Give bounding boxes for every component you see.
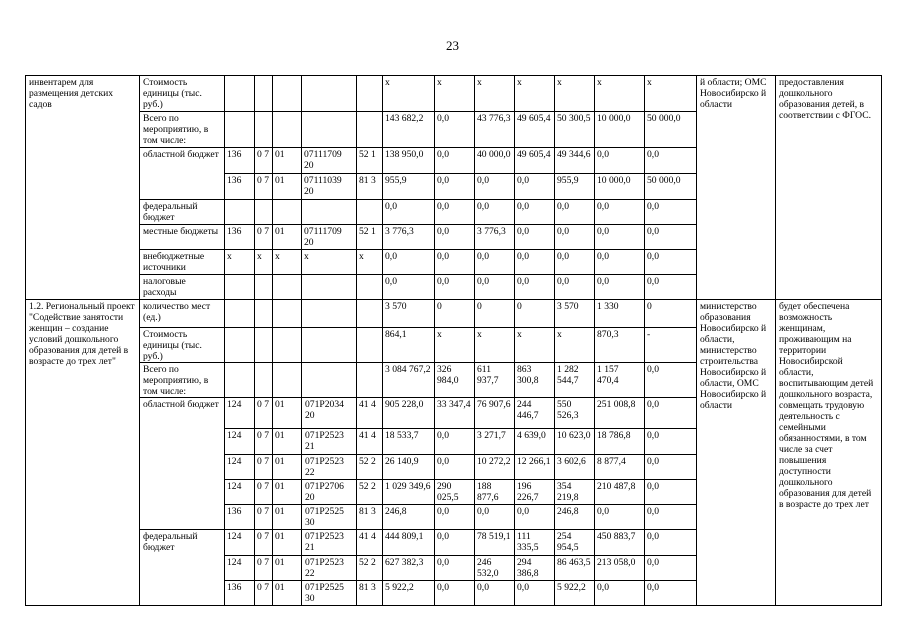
table-cell: 78 519,1 [475,530,515,556]
table-cell: 86 463,5 [555,556,595,581]
table-cell: 0,0 [435,225,475,250]
table-cell: 0 7 [255,530,273,556]
table-cell [302,112,357,148]
table-cell: 0,0 [435,112,475,148]
table-cell: 354 219,8 [555,480,595,505]
table-cell: 0,0 [435,174,475,200]
table-cell: инвентарем для размещения детских садов [26,76,140,300]
table-cell: 8 877,4 [595,455,645,480]
table-cell: 5 922,2 [383,581,435,606]
table-cell: х [515,76,555,112]
table-cell: федеральный бюджет [140,200,225,225]
table-cell: 50 000,0 [645,112,697,148]
table-cell: 3 271,7 [475,429,515,455]
table-cell: 124 [225,530,255,556]
table-cell: 0,0 [435,200,475,225]
table-cell: 0,0 [595,200,645,225]
table-cell: х [435,328,475,363]
table-cell: 81 3 [357,581,383,606]
table-cell: 0,0 [645,480,697,505]
table-cell [225,363,255,398]
table-cell: 0,0 [595,505,645,530]
table-cell: 138 950,0 [383,148,435,174]
table-cell [273,363,302,398]
table-cell: 0 7 [255,505,273,530]
table-cell: 290 025,5 [435,480,475,505]
table-cell: 0,0 [595,250,645,275]
table-cell [255,300,273,328]
table-cell: 143 682,2 [383,112,435,148]
table-cell: 0,0 [515,581,555,606]
table-cell [255,76,273,112]
table-cell: количество мест (ед.) [140,300,225,328]
table-cell: х [555,328,595,363]
table-cell: 0,0 [383,275,435,300]
table-cell: 210 487,8 [595,480,645,505]
table-cell: 071P2523 21 [302,429,357,455]
table-cell: 41 4 [357,429,383,455]
table-cell: 0,0 [595,148,645,174]
table-cell: 0,0 [475,200,515,225]
table-cell: Всего по мероприятию, в том числе: [140,363,225,398]
page-number: 23 [446,38,459,53]
table-cell: 49 605,4 [515,112,555,148]
table-cell: 50 300,5 [555,112,595,148]
table-cell [273,200,302,225]
table-cell: 136 [225,174,255,200]
table-cell: 864,1 [383,328,435,363]
table-cell: 251 008,8 [595,398,645,429]
table-cell [357,112,383,148]
table-cell: 01 [273,174,302,200]
table-cell: 0,0 [555,200,595,225]
table-cell: 50 000,0 [645,174,697,200]
table-cell: 863 300,8 [515,363,555,398]
table-cell: 0,0 [595,581,645,606]
table-cell: 0,0 [435,250,475,275]
table-cell: министерство образования Новосибирско й области, министерство строительства Новосибирско й области, ОМС Новосибирско й области [697,300,776,606]
table-cell: 01 [273,505,302,530]
table-cell: 0,0 [515,250,555,275]
table-cell: 52 1 [357,148,383,174]
table-cell: 0,0 [515,200,555,225]
table-cell: Стоимость единицы (тыс. руб.) [140,76,225,112]
table-cell [225,328,255,363]
table-cell: 188 877,6 [475,480,515,505]
table-cell [357,200,383,225]
table-cell [357,275,383,300]
table-cell [273,300,302,328]
table-cell [302,275,357,300]
table-cell: 246,8 [555,505,595,530]
table-cell: 3 602,6 [555,455,595,480]
table-cell [357,328,383,363]
table-cell: 0,0 [645,455,697,480]
table-cell: х [555,76,595,112]
table-cell: 0 7 [255,225,273,250]
table-cell: Всего по мероприятию, в том числе: [140,112,225,148]
table-cell: 10 000,0 [595,112,645,148]
table-cell: 0,0 [555,250,595,275]
table-cell: х [225,250,255,275]
table-cell [255,275,273,300]
table-cell [225,200,255,225]
table-cell: 4 639,0 [515,429,555,455]
table-cell: 124 [225,455,255,480]
table-cell: 3 776,3 [475,225,515,250]
table-cell: областной бюджет [140,148,225,200]
table-cell: х [435,76,475,112]
table-cell: х [302,250,357,275]
table-body [26,76,882,606]
table-cell: 0,0 [475,174,515,200]
table-cell: 0 7 [255,429,273,455]
table-cell: 955,9 [383,174,435,200]
table-cell: 43 776,3 [475,112,515,148]
table-cell: 49 344,6 [555,148,595,174]
table-cell [225,275,255,300]
table-cell: 0,0 [475,505,515,530]
table-cell: 196 226,7 [515,480,555,505]
table-cell: 450 883,7 [595,530,645,556]
table-cell: 444 809,1 [383,530,435,556]
table-cell: 0,0 [515,225,555,250]
table-cell: 18 786,8 [595,429,645,455]
table-cell: 01 [273,148,302,174]
table-cell: 52 2 [357,556,383,581]
table-cell: 627 382,3 [383,556,435,581]
table-cell: 0,0 [645,225,697,250]
table-cell: 5 922,2 [555,581,595,606]
table-cell: 246 532,0 [475,556,515,581]
table-cell: 01 [273,398,302,429]
table-cell: 81 3 [357,505,383,530]
table-cell [225,76,255,112]
table-cell: 0 7 [255,581,273,606]
table-cell: 244 446,7 [515,398,555,429]
table-cell: 071P2523 21 [302,530,357,556]
table-cell: 955,9 [555,174,595,200]
table-cell: 246,8 [383,505,435,530]
table-cell: х [475,328,515,363]
table-cell: 905 228,0 [383,398,435,429]
table-cell: будет обеспечена возможность женщинам, проживающим на территории Новосибирской области, воспитывающим детей дошкольного возраста, совмещать трудовую деятельность с семейными обязанностями, в том числе за счет повышения доступности дошкольного образования для детей в возрасте до трех лет [776,300,882,606]
table-cell: 0,0 [645,398,697,429]
table-cell: 870,3 [595,328,645,363]
table-cell: 07111039 20 [302,174,357,200]
table-cell [357,76,383,112]
table-cell: 10 272,2 [475,455,515,480]
table-cell: 136 [225,581,255,606]
table-cell: 0,0 [435,455,475,480]
table-cell: 0 7 [255,148,273,174]
table-cell: 26 140,9 [383,455,435,480]
table-cell: 01 [273,556,302,581]
table-cell: 0,0 [475,581,515,606]
table-cell: 0 [515,300,555,328]
table-cell: 326 984,0 [435,363,475,398]
table-cell: 213 058,0 [595,556,645,581]
table-cell: местные бюджеты [140,225,225,250]
table-cell: 0,0 [595,225,645,250]
table-cell: 0,0 [515,505,555,530]
table-cell: х [475,76,515,112]
table-cell [302,300,357,328]
table-cell: х [255,250,273,275]
table-cell [302,363,357,398]
table-cell: 10 000,0 [595,174,645,200]
table-cell: 1 157 470,4 [595,363,645,398]
table-cell: 52 2 [357,455,383,480]
table-cell: 18 533,7 [383,429,435,455]
table-cell: 0,0 [435,148,475,174]
table-cell: 071P2523 22 [302,455,357,480]
table-cell: 0,0 [645,581,697,606]
table-cell [255,112,273,148]
table-cell: 0,0 [645,275,697,300]
table-cell: 071P2523 22 [302,556,357,581]
table-cell: 136 [225,225,255,250]
table-row [26,300,882,328]
table-cell: 0 7 [255,398,273,429]
table-cell [357,300,383,328]
table-cell: 0,0 [645,429,697,455]
table-row [26,76,882,112]
table-cell: 071P2706 20 [302,480,357,505]
table-cell: х [357,250,383,275]
table-cell [302,328,357,363]
table-cell: х [383,76,435,112]
table-cell: 0,0 [595,275,645,300]
table-cell [225,300,255,328]
table-cell [255,328,273,363]
table-cell: 1.2. Региональный проект "Содействие занятости женщин – создание условий дошкольного образования для детей в возрасте до трех лет" [26,300,140,606]
table-cell: 071P2525 30 [302,505,357,530]
table-cell: 0,0 [435,429,475,455]
table-cell: 0,0 [435,275,475,300]
table-cell: 294 386,8 [515,556,555,581]
table-cell: 0 7 [255,455,273,480]
table-cell: 071P2034 20 [302,398,357,429]
table-cell [302,200,357,225]
table-cell [273,76,302,112]
table-cell: 0,0 [515,275,555,300]
table-cell: 0 [475,300,515,328]
table-cell: 1 330 [595,300,645,328]
table-cell [255,363,273,398]
table-cell: 0,0 [435,530,475,556]
table-cell [255,200,273,225]
table-cell: 1 029 349,6 [383,480,435,505]
table-cell [302,76,357,112]
table-cell: 1 282 544,7 [555,363,595,398]
table-cell: 611 937,7 [475,363,515,398]
table-cell: 111 335,5 [515,530,555,556]
table-cell: 01 [273,455,302,480]
table-cell: 124 [225,398,255,429]
table-cell [357,363,383,398]
table-cell: 3 570 [555,300,595,328]
table-cell: 0,0 [435,556,475,581]
table-cell: 136 [225,148,255,174]
table-cell: х [273,250,302,275]
table-cell: 01 [273,480,302,505]
table-cell: 76 907,6 [475,398,515,429]
table-cell: 07111709 20 [302,225,357,250]
table-cell [225,112,255,148]
table-cell: 01 [273,225,302,250]
table-cell: 0 [645,300,697,328]
table-cell: 49 605,4 [515,148,555,174]
table-cell: 3 776,3 [383,225,435,250]
table-cell: 0,0 [645,250,697,275]
table-cell: 01 [273,429,302,455]
table-cell: 01 [273,530,302,556]
table-cell: 41 4 [357,398,383,429]
table-cell: - [645,328,697,363]
table-cell: 550 526,3 [555,398,595,429]
table-cell: 0,0 [555,225,595,250]
table-cell: налоговые расходы [140,275,225,300]
table-cell: 124 [225,480,255,505]
table-cell: 12 266,1 [515,455,555,480]
table-cell: предоставления дошкольного образования детей, в соответствии с ФГОС. [776,76,882,300]
table-cell: 3 570 [383,300,435,328]
table-cell: 0,0 [435,581,475,606]
table-cell: 81 3 [357,174,383,200]
table-cell: 0,0 [645,363,697,398]
table-cell: х [645,76,697,112]
table-cell: 0 7 [255,556,273,581]
table-cell: 0,0 [645,148,697,174]
table-cell: внебюджетные источники [140,250,225,275]
table-cell: областной бюджет [140,398,225,530]
table-cell: х [515,328,555,363]
table-cell: 124 [225,429,255,455]
table-cell: й области; ОМС Новосибирско й области [697,76,776,300]
table-cell: 0 [435,300,475,328]
table-cell: 10 623,0 [555,429,595,455]
table-cell: 0,0 [475,250,515,275]
table-cell: 41 4 [357,530,383,556]
table-cell [273,328,302,363]
table-cell: 0,0 [383,200,435,225]
table-cell: Стоимость единицы (тыс. руб.) [140,328,225,363]
table-cell: 0,0 [435,505,475,530]
table-cell: 40 000,0 [475,148,515,174]
table-cell: 136 [225,505,255,530]
table-cell: 0,0 [645,530,697,556]
table-cell: 124 [225,556,255,581]
table-cell: 0,0 [645,200,697,225]
table-cell [273,275,302,300]
table-cell: 01 [273,581,302,606]
table-cell: 0,0 [475,275,515,300]
table-cell: 0 7 [255,480,273,505]
table-cell: 071P2525 30 [302,581,357,606]
table-cell [273,112,302,148]
table-cell: 0,0 [383,250,435,275]
table-cell: 52 1 [357,225,383,250]
table-cell: х [595,76,645,112]
table-cell: 254 954,5 [555,530,595,556]
table-cell: федеральный бюджет [140,530,225,606]
table-cell: 07111709 20 [302,148,357,174]
table-cell: 0,0 [645,505,697,530]
table-cell: 0,0 [555,275,595,300]
table-cell: 3 084 767,2 [383,363,435,398]
table-cell: 52 2 [357,480,383,505]
budget-table [25,75,882,606]
table-cell: 33 347,4 [435,398,475,429]
table-cell: 0 7 [255,174,273,200]
table-cell: 0,0 [515,174,555,200]
table-cell: 0,0 [645,556,697,581]
